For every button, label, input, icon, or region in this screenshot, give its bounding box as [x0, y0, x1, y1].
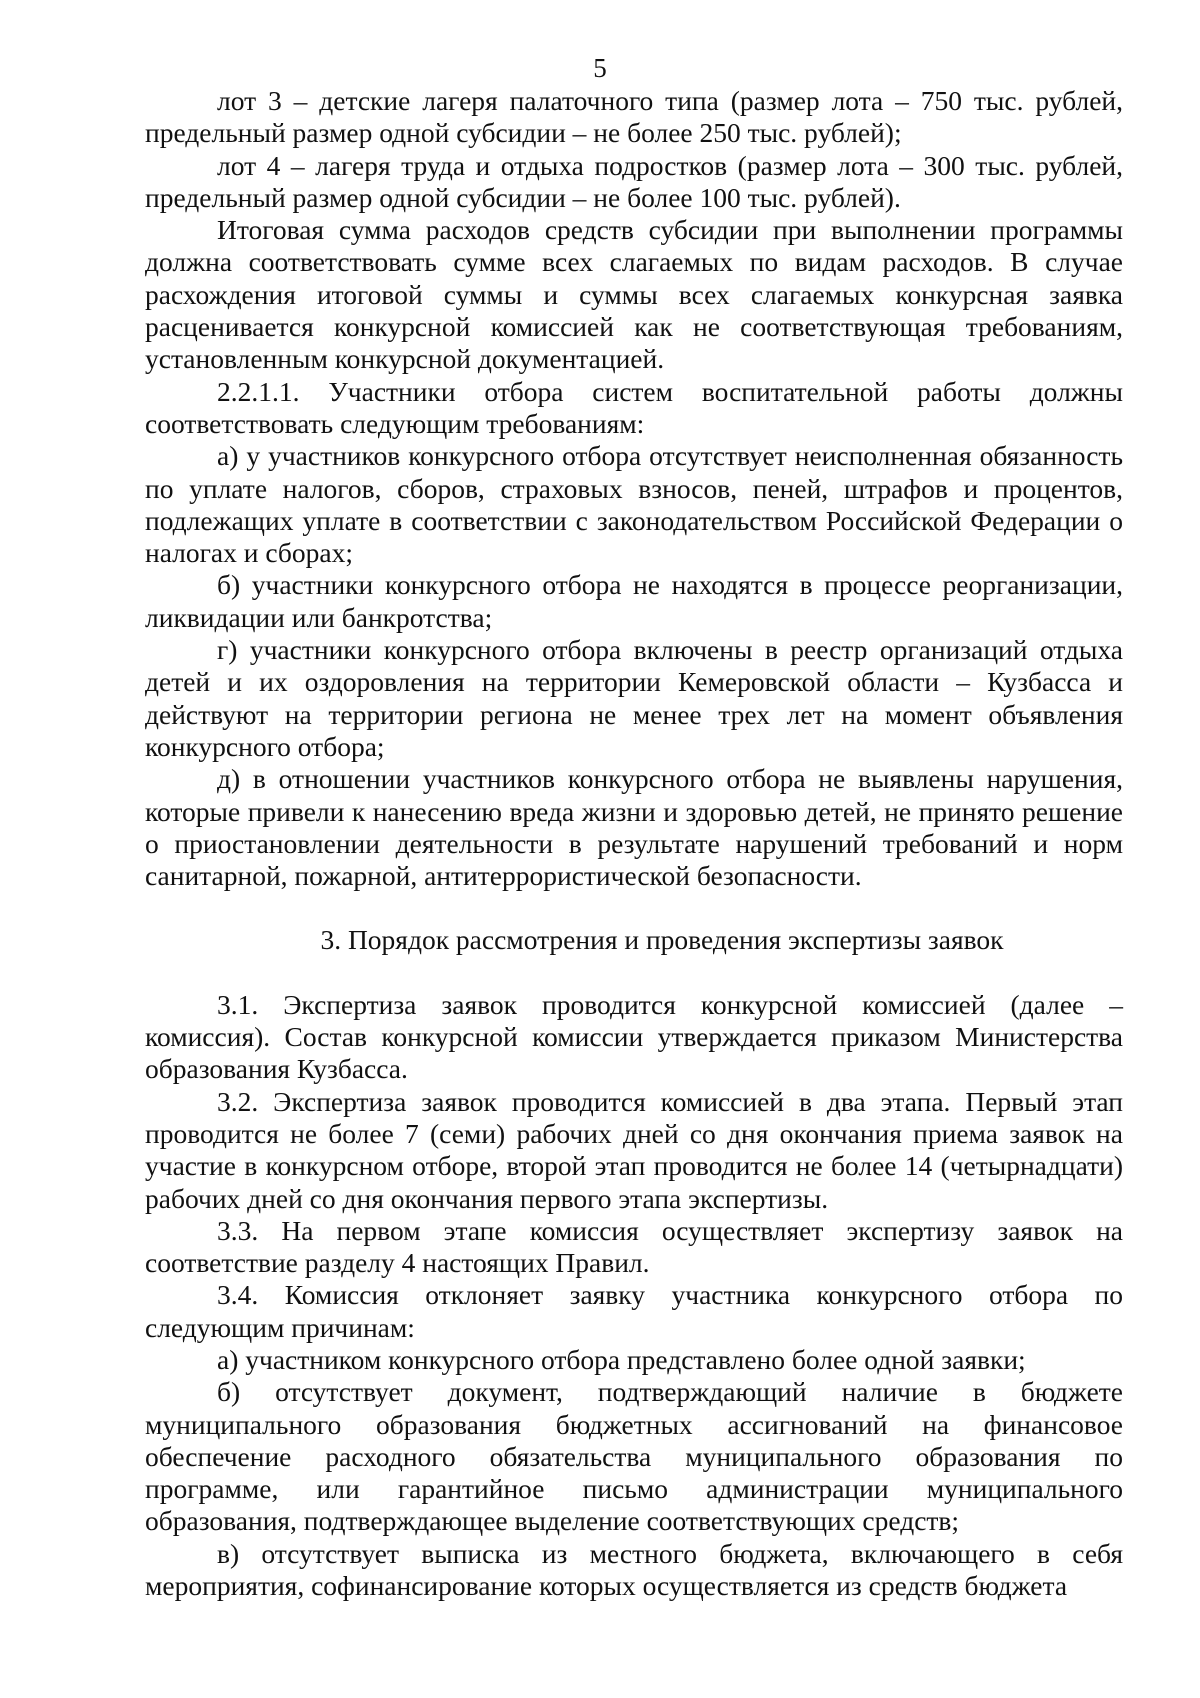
paragraph-requirement-b: б) участники конкурсного отбора не находятся в процессе реорганизации, ликвидации или банкротства;: [145, 569, 1123, 633]
document-body: [145, 85, 1123, 1602]
paragraph-2-2-1-1: 2.2.1.1. Участники отбора систем воспитательной работы должны соответствовать следующим требованиям:: [145, 375, 1123, 439]
paragraph-total-sum: Итоговая сумма расходов средств субсидии при выполнении программы должна соответствовать сумме всех слагаемых по видам расходов. В случае расхождения итоговой суммы и суммы всех слагаемых конкурсная заявка расценивается конкурсной комиссией как не соответствующая требованиям, установленным конкурсной документацией.: [145, 214, 1123, 375]
paragraph-requirement-a: а) у участников конкурсного отбора отсутствует неисполненная обязанность по уплате налогов, сборов, страховых взносов, пеней, штрафов и процентов, подлежащих уплате в соответствии с законодательством Российской Федерации о налогах и сборах;: [145, 440, 1123, 569]
paragraph-3-2: 3.2. Экспертиза заявок проводится комиссией в два этапа. Первый этап проводится не более 7 (семи) рабочих дней со дня окончания приема заявок на участие в конкурсном отборе, второй этап проводится не более 14 (четырнадцати) рабочих дней со дня окончания первого этапа экспертизы.: [145, 1085, 1123, 1214]
paragraph-reason-b: б) отсутствует документ, подтверждающий наличие в бюджете муниципального образования бюджетных ассигнований на финансовое обеспечение расходного обязательства муниципального образования по программе, или гарантийное письмо администрации муниципального образования, подтверждающее выделение соответствующих средств;: [145, 1376, 1123, 1537]
page-number: 5: [593, 53, 607, 83]
paragraph-reason-a: а) участником конкурсного отбора представлено более одной заявки;: [217, 1343, 1026, 1375]
paragraph-lot-4: лот 4 – лагеря труда и отдыха подростков (размер лота – 300 тыс. рублей, предельный размер одной субсидии – не более 100 тыс. рублей).: [145, 149, 1123, 213]
paragraph-requirement-g: г) участники конкурсного отбора включены в реестр организаций отдыха детей и их оздоровления на территории Кемеровской области – Кузбасса и действуют на территории региона не менее трех лет на момент объявления конкурсного отбора;: [145, 634, 1123, 762]
section-heading-3: 3. Порядок рассмотрения и проведения экспертизы заявок: [320, 924, 1004, 956]
paragraph-requirement-d: д) в отношении участников конкурсного отбора не выявлены нарушения, которые привели к нанесению вреда жизни и здоровью детей, не принято решение о приостановлении деятельности в результате нарушений требований и норм санитарной, пожарной, антитеррористической безопасности.: [145, 763, 1123, 892]
paragraph-3-1: 3.1. Экспертиза заявок проводится конкурсной комиссией (далее – комиссия). Состав конкурсной комиссии утверждается приказом Министерства образования Кузбасса.: [145, 988, 1123, 1085]
paragraph-3-3: 3.3. На первом этапе комиссия осуществляет экспертизу заявок на соответствие разделу 4 настоящих Правил.: [145, 1214, 1123, 1279]
paragraph-reason-v: в) отсутствует выписка из местного бюджета, включающего в себя мероприятия, софинансирование которых осуществляется из средств бюджета: [145, 1537, 1123, 1602]
paragraph-3-4: 3.4. Комиссия отклоняет заявку участника конкурсного отбора по следующим причинам:: [145, 1279, 1123, 1343]
paragraph-lot-3: лот 3 – детские лагеря палаточного типа (размер лота – 750 тыс. рублей, предельный размер одной субсидии – не более 250 тыс. рублей);: [145, 85, 1123, 149]
